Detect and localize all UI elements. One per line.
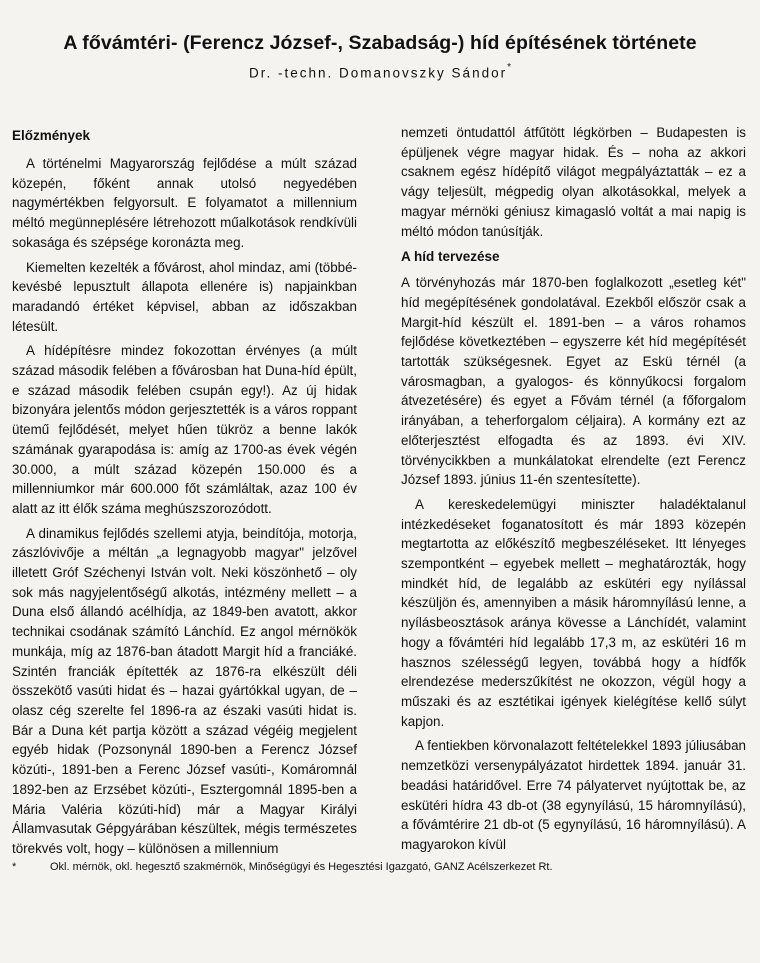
paragraph: nemzeti öntudattól átfűtött légkörben – Budapesten is épüljenek végre magyar hidak. És – noha az akkori csaknem egész hídépítő világot megpályáztatták – ez a vágy teljesült, mégpedig olyan alkotásokkal, melyek a magyar mérnöki géniusz kimagasló voltát a mai napig is méltó módon tanúsítják. [401,125,746,239]
article-title: A fővámtéri- (Ferencz József-, Szabadság-) híd építésének története [63,32,697,54]
paragraph: A történelmi Magyarország fejlődése a múlt század közepén, főként annak utolsó negyedében nagymértékben felgyorsult. E folyamatot a millennium méltó megünneplésére létrehozott műalkotások rendkívüli sokasága és szépsége koronázta meg. [12,156,357,250]
paragraph: A dinamikus fejlődés szellemi atyja, beindítója, motorja, zászlóvivője a méltán „a legnagyobb magyar" jelzővel illetett Gróf Széchenyi István volt. Neki köszönhető – oly sok más nagyjelentőségű alkotás, intézmény mellett – a Duna első állandó acélhídja, az 1849-ben avatott, akkor technikai csodának számító Lánchíd. Ez angol mérnökök munkája, míg az 1876-ban átadott Margit híd a franciáké. Szintén franciák építették az 1876-ra elkészült déli összekötő vasúti hidat és – hazai gyártókkal ugyan, de – olasz cég szerelte fel 1896-ra az északi vasúti hidat is. Bár a Duna két partja között a század végéig megjelent egyéb hidak (Pozsonynál 1890-ben a Ferencz József közúti-, 1891-ben a Ferenc József vasúti-, Komáromnál 1892-ben az Erzsébet közúti-, Esztergomnál 1895-ben a Mária Valéria közúti-híd) már a Magyar Királyi Államvasutak Gépgyárában készültek, mégis természetes törekvés volt, hogy – különösen a millennium [12,525,357,856]
paragraph: A törvényhozás már 1870-ben foglalkozott „esetleg két" híd megépítésének gondolatával. Ezekből először csak a Margit-híd készült el. 1891-ben – a város rohamos fejlődése következtében – egyszerre két híd megépítését tartották szükségesnek. Egyet az Eskü térnél (a városmagban, a gyalogos- és könnyűkocsi forgalom átvezetésére) és egyet a Fővám térnél (a főforgalom irányában, a teherforgalom céljaira). A kormány ezt az előterjesztést elfogadta és az 1893. évi XIV. törvénycikkben a munkálatokat elrendelte (ezt Ferencz József 1893. június 11-én szentesítette). [401,275,746,488]
paragraph: A hídépítésre mindez fokozottan érvényes (a múlt század második felében a fővárosban hat Duna-híd épült, e század második felében csupán egy!). Az új hidak bizonyára jelentős módon gerjesztették is a város roppant ütemű fejlődését, melyet hűen tükröz a benne lakók számának gyarapodása is: amíg az 1700-as évek végén 30.000, a múlt század közepén 150.000 és a millenniumkor már 600.000 főt számláltak, azaz 100 év alatt az itt élők száma meghúszszorozódott. [12,343,357,516]
footnote [12,860,752,874]
author-line [0,64,760,81]
footnote-mark: * [12,861,17,873]
right-column [401,123,746,860]
paragraph: Kiemelten kezelték a fővárost, ahol mindaz, ami (többé-kevésbé lepusztult állapota ellenére is) napjainkban maradandó értéket képvisel, abban az időszakban létesült. [12,259,357,334]
footnote-text: Okl. mérnök, okl. hegesztő szakmérnök, Minőségügyi és Hegesztési Igazgató, GANZ Acélszerkezet Rt. [50,861,553,873]
paragraph: A fentiekben körvonalazott feltételekkel 1893 júliusában nemzetközi versenypályázatot hirdettek 1894. január 31. beadási határidővel. Erre 74 pályatervet nyújtottak be, az eskütéri hídra 43 db-ot (38 egynyílású, 15 háromnyílású), a fővámtérire 21 db-ot (5 egynyílású, 16 háromnyílású). A magyarokon kívül [401,738,746,852]
author-name: Dr. -techn. Domanovszky Sándor [249,65,508,81]
paragraph: A kereskedelemügyi miniszter haladéktalanul intézkedéseket foganatosított és már 1893 közepén megtartotta az előkészítő megbeszéléseket. Itt lényeges szempontként – egyebek mellett – meghatározták, hogy mindkét híd, de legalább az eskütéri egy nyílással készüljön és, amennyiben a másik háromnyílású lenne, a nyílásbeosztások aránya kövesse a Lánchídét, valamint hogy a fővámtéri híd legalább 17,3 m, az eskütéri 16 m hasznos szélességű legyen, továbbá hogy a hídfők elrendezése mederszűkítést ne okozzon, végül hogy a műszaki és az esztétikai igények kielégítése kellő súlyt kapjon. [401,496,746,729]
section-heading-hid-tervezese: A híd tervezése [401,249,500,265]
section-heading-elozmenyek: Előzmények [12,128,91,143]
left-column [12,126,357,864]
author-footnote-mark: * [507,62,511,73]
